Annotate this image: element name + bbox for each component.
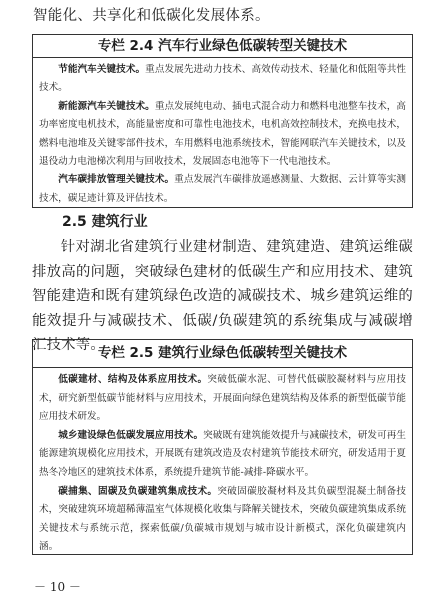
paragraph-text: 突破既有建筑能效提升与减碳技术，研发可再生能源建筑规模化应用技术，开展既有建筑改造及农村建筑节能技术研究，研发适用于夏热冬冷地区的建筑技术体系，系统提升建筑节能-减排-降碳水平。 — [39, 429, 407, 478]
section-body-text: 针对湖北省建筑行业建材制造、建筑建造、建筑运维碳排放高的问题，突破绿色建材的低碳生产和应用技术、建筑智能建造和既有建筑绿色改造的减碳技术、城乡建筑运维的能效提升与减碳技术、低碳/负碳建筑的系统集成与减碳增汇技术等。 — [32, 239, 413, 353]
paragraph-lead: 新能源汽车关键技术。 — [58, 100, 155, 112]
box-paragraph — [39, 171, 406, 208]
sidebar-box-2-4 — [32, 34, 413, 208]
paragraph-text: 重点发展纯电动、插电式混合动力和燃料电池整车技术，高功率密度电机技术，高能量密度和可靠性电池技术，电机高效控制技术，充换电技术，燃料电池堆及关键零部件技术，车用燃料电池系统技术，智能网联汽车关键技术，以及退役动力电池梯次利用与回收技术，发展固态电池等下一代电池技术。 — [39, 100, 407, 168]
paragraph-lead: 低碳建材、结构及体系应用技术。 — [58, 374, 208, 385]
box-paragraph — [39, 61, 406, 98]
page-number: － 10 － — [34, 580, 81, 594]
section-heading: 2.5 建筑行业 — [62, 214, 148, 230]
paragraph-lead: 碳捕集、固碳及负碳建筑集成技术。 — [58, 485, 218, 497]
paragraph-text: 突破固碳胶凝材料及其负碳型混凝土制备技术，突破建筑环境超稀薄温室气体规模化收集与降解关键技术，突破负碳建筑集成系统关键技术与系统示范，探索低碳/负碳城市规划与城市设计新模式，深化负碳建筑内涵。 — [39, 485, 407, 553]
box-paragraph — [39, 427, 406, 483]
sidebar-box-2-5 — [32, 339, 413, 555]
paragraph-lead: 节能汽车关键技术。 — [58, 64, 146, 75]
box-paragraph — [39, 98, 406, 172]
paragraph-text: 重点发展汽车碳排放遥感测量、大数据、云计算等实测技术，碳足迹计算及评估技术。 — [39, 174, 407, 204]
continued-text-line: 智能化、共享化和低碳化发展体系。 — [33, 8, 270, 24]
box-paragraph — [39, 483, 406, 557]
box-paragraph — [39, 371, 406, 427]
paragraph-lead: 汽车碳排放管理关键技术。 — [58, 174, 175, 186]
box-title: 专栏 2.5 建筑行业绿色低碳转型关键技术 — [33, 340, 412, 368]
box-body — [33, 58, 412, 208]
paragraph-text: 突破低碳水泥、可替代低碳胶凝材料与应用技术，研究新型低碳节能材料与应用技术，开展面向绿色建筑结构及体系的新型低碳节能应用技术研发。 — [39, 374, 407, 423]
box-title: 专栏 2.4 汽车行业绿色低碳转型关键技术 — [33, 35, 412, 58]
paragraph-lead: 城乡建设绿色低碳发展应用技术。 — [58, 429, 204, 441]
paragraph-text: 重点发展先进动力技术、高效传动技术、轻量化和低阻等共性技术。 — [39, 64, 407, 94]
box-body — [33, 368, 412, 557]
